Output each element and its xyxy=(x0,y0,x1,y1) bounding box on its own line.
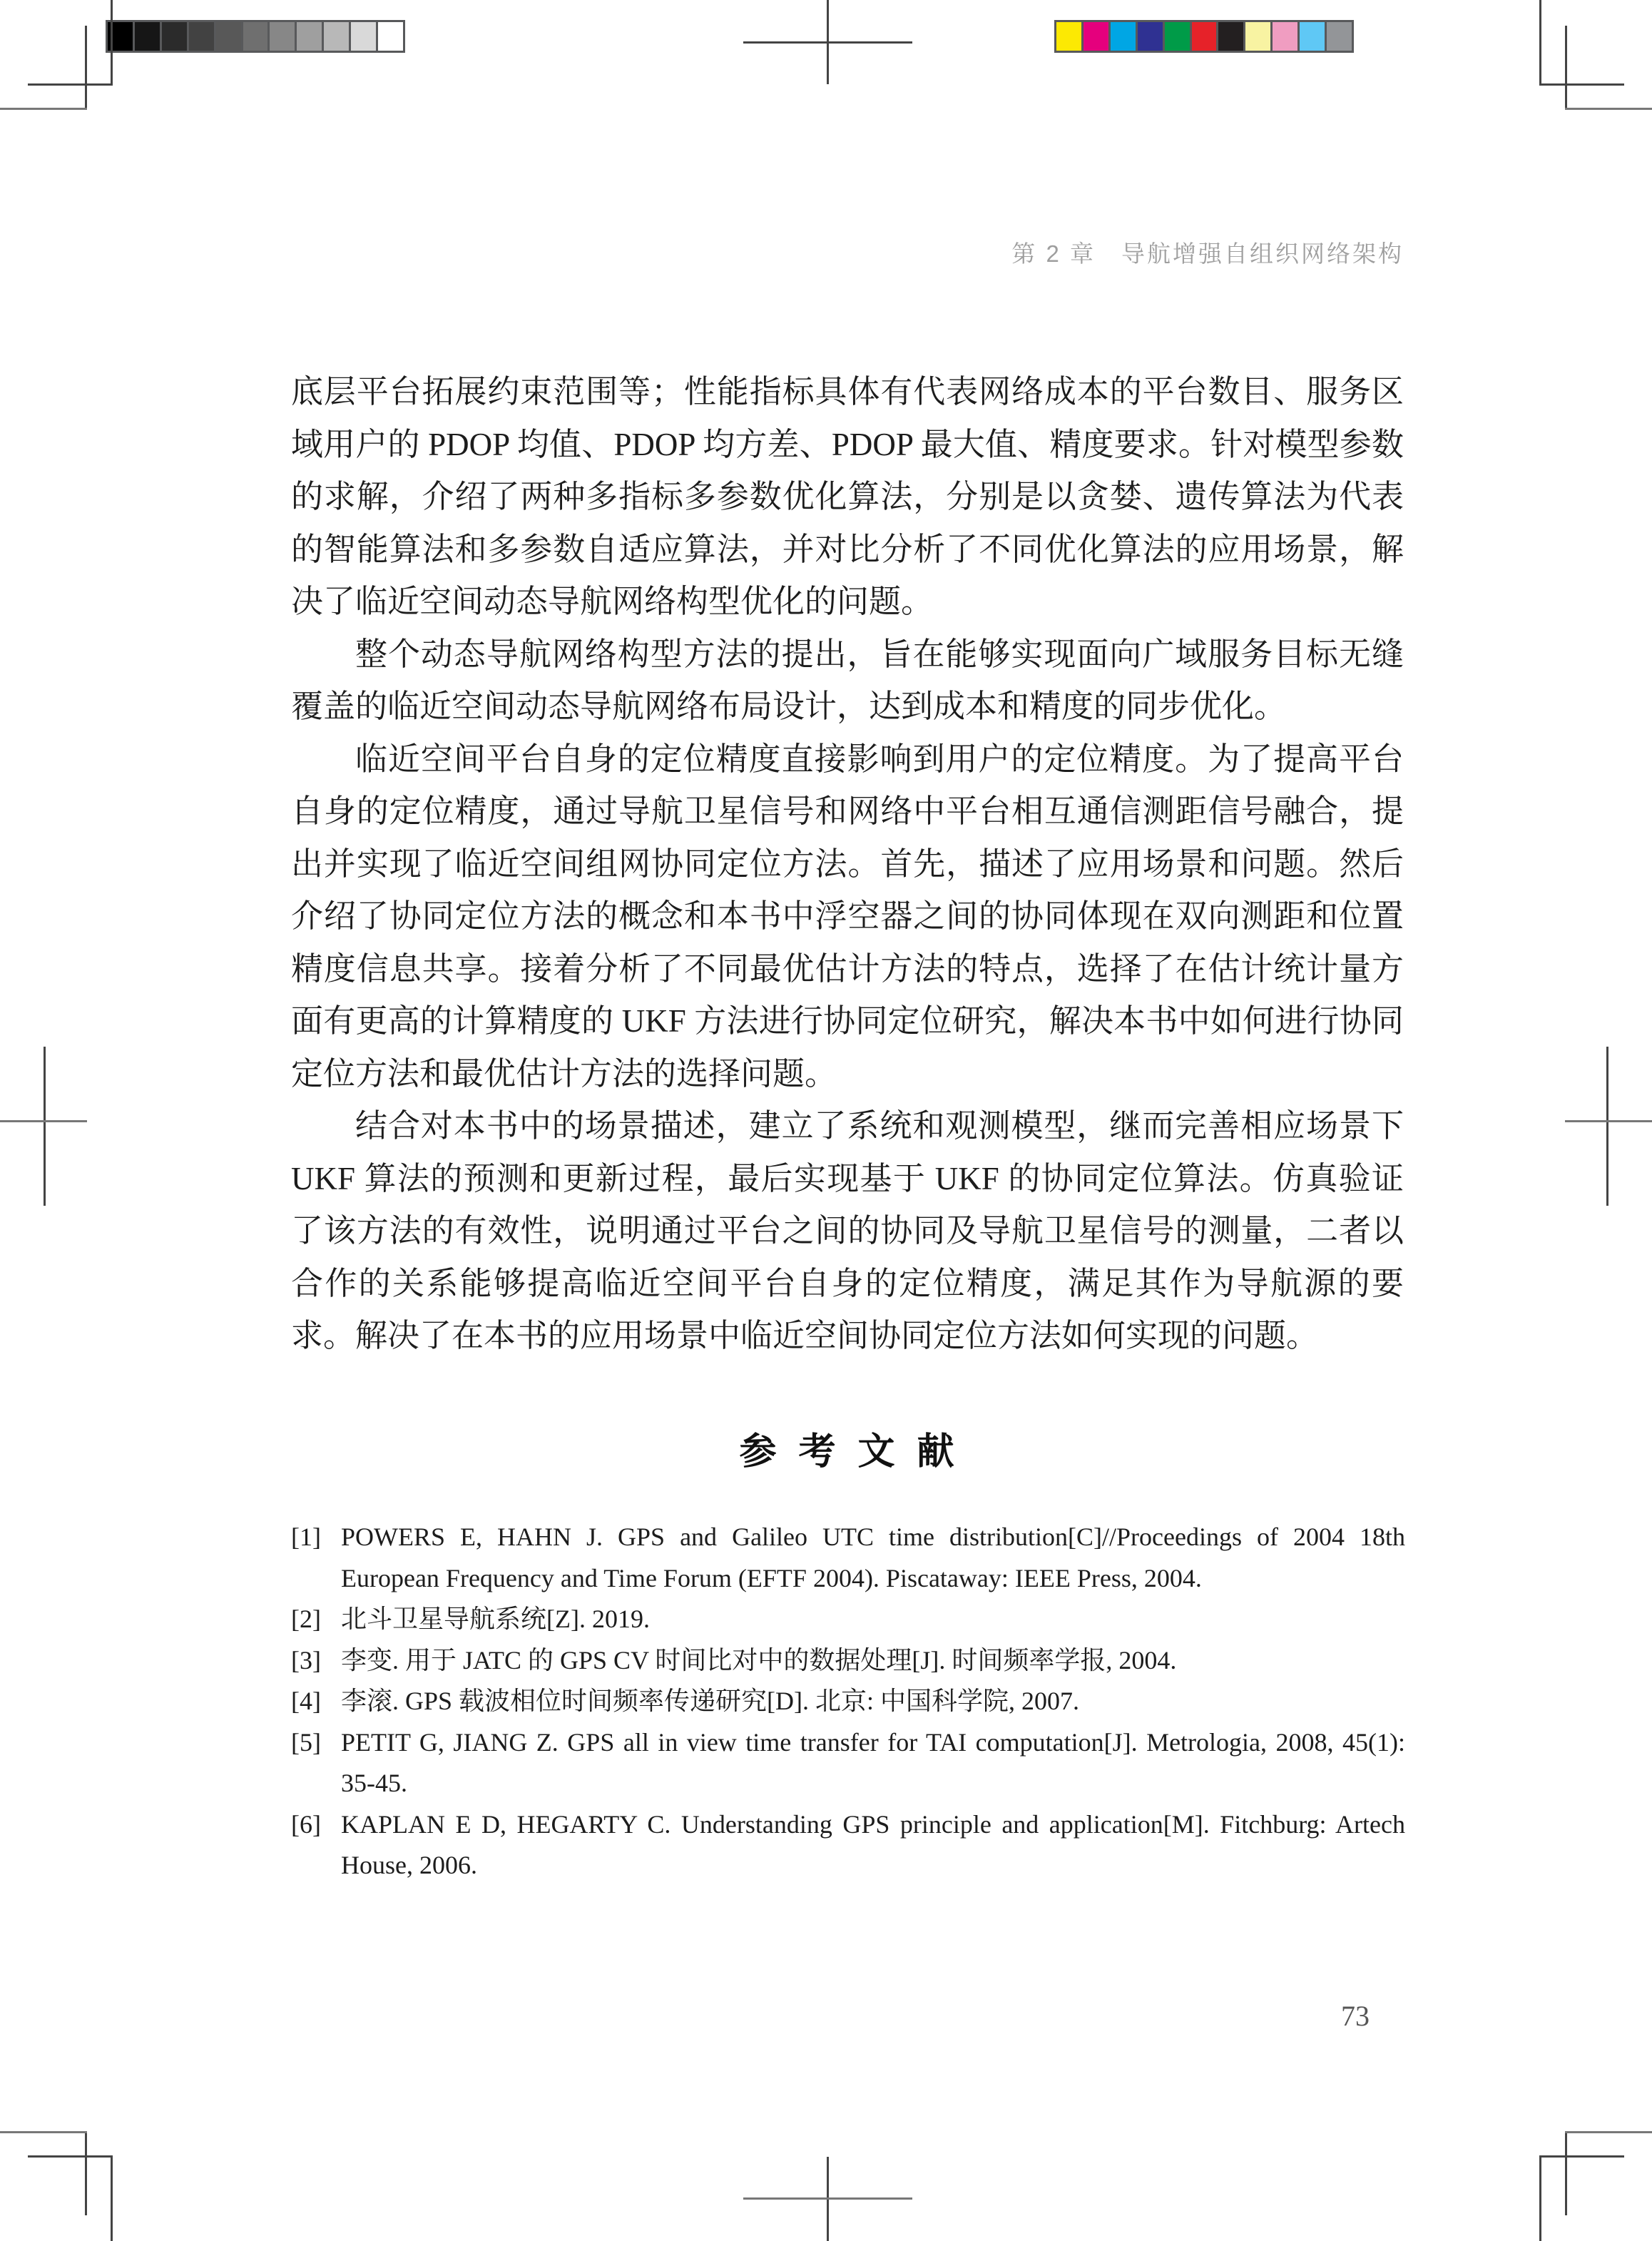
crop-mark-top-center xyxy=(743,41,912,44)
calibration-swatch xyxy=(1138,22,1163,51)
calibration-swatch xyxy=(1084,22,1108,51)
crop-mark-bottom-left xyxy=(85,2131,87,2215)
crop-mark-top-right xyxy=(1565,26,1567,110)
calibration-swatch xyxy=(324,22,349,51)
calibration-swatch xyxy=(1218,22,1243,51)
body-text xyxy=(291,366,1404,1363)
crop-mark-bottom-left xyxy=(111,2155,113,2241)
reference-label: [5] xyxy=(291,1727,321,1757)
page-number: 73 xyxy=(1341,2000,1370,2032)
crop-mark-bottom-left xyxy=(28,2155,112,2158)
crop-mark-top-right xyxy=(1540,83,1624,86)
calibration-swatch xyxy=(297,22,322,51)
reference-text: KAPLAN E D, HEGARTY C. Understanding GPS principle and application[M]. Fitchburg: Artech House, 2006. xyxy=(341,1809,1405,1879)
crop-mark-bottom-right xyxy=(1565,2131,1652,2133)
crop-mark-top-right xyxy=(1565,108,1652,110)
references-list xyxy=(291,1517,1405,1886)
calibration-swatch xyxy=(162,22,187,51)
calibration-swatch xyxy=(135,22,160,51)
calibration-swatch xyxy=(1192,22,1217,51)
calibration-swatch xyxy=(351,22,376,51)
reference-label: [4] xyxy=(291,1687,321,1715)
calibration-swatch xyxy=(243,22,268,51)
running-head: 第 2 章 导航增强自组织网络架构 xyxy=(1011,240,1404,267)
reference-label: [2] xyxy=(291,1605,321,1633)
references-heading: 参 考 文 献 xyxy=(739,1432,956,1473)
reference-text: PETIT G, JIANG Z. GPS all in view time transfer for TAI computation[J]. Metrologia, 2008, 45(1): 35-45. xyxy=(341,1727,1405,1797)
reference-text: POWERS E, HAHN J. GPS and Galileo UTC time distribution[C]//Proceedings of 2004 18th European Frequency and Time Forum (EFTF 2004). Piscataway: IEEE Press, 2004. xyxy=(341,1523,1405,1592)
calibration-swatch xyxy=(216,22,241,51)
crop-mark-bottom-left xyxy=(0,2131,87,2133)
crop-mark-left-middle xyxy=(0,1120,87,1122)
calibration-swatch xyxy=(1300,22,1325,51)
reference-label: [3] xyxy=(291,1645,321,1675)
crop-mark-top-right xyxy=(1539,0,1541,86)
calibration-swatch xyxy=(1165,22,1190,51)
reference-label: [6] xyxy=(291,1809,321,1839)
crop-mark-top-left xyxy=(28,83,112,86)
crop-mark-top-left xyxy=(111,0,113,86)
calibration-swatch xyxy=(378,22,403,51)
calibration-swatch xyxy=(1273,22,1297,51)
crop-mark-right-middle xyxy=(1565,1120,1652,1122)
crop-mark-top-left xyxy=(85,26,87,110)
crop-mark-bottom-center xyxy=(743,2197,912,2200)
calibration-swatch xyxy=(1111,22,1136,51)
calibration-swatch xyxy=(1056,22,1081,51)
color-calibration-bar xyxy=(1054,20,1354,53)
paragraph: 整个动态导航网络构型方法的提出，旨在能够实现面向广域服务目标无缝覆盖的临近空间动态导航网络布局设计，达到成本和精度的同步优化。 xyxy=(291,636,1404,724)
crop-mark-right-middle xyxy=(1606,1047,1608,1206)
calibration-swatch xyxy=(1327,22,1352,51)
crop-mark-top-left xyxy=(0,108,87,110)
reference-item xyxy=(291,1517,1405,1599)
reference-text: 李变. 用于 JATC 的 GPS CV 时间比对中的数据处理[J]. 时间频率学报, 2004. xyxy=(341,1645,1177,1675)
reference-text: 李滚. GPS 载波相位时间频率传递研究[D]. 北京: 中国科学院, 2007. xyxy=(341,1687,1080,1715)
paragraph: 结合对本书中的场景描述，建立了系统和观测模型，继而完善相应场景下 UKF 算法的预测和更新过程，最后实现基于 UKF 的协同定位算法。仿真验证了该方法的有效性，说明通过平台之间的协同及导航卫星信号的测量，二者以合作的关系能够提高临近空间平台自身的定位精度，满足其作为导航源的要求。解决了在本书的应用场景中临近空间协同定位方法如何实现的问题。 xyxy=(291,1108,1404,1353)
paragraph: 临近空间平台自身的定位精度直接影响到用户的定位精度。为了提高平台自身的定位精度，通过导航卫星信号和网络中平台相互通信测距信号融合，提出并实现了临近空间组网协同定位方法。首先，描述了应用场景和问题。然后介绍了协同定位方法的概念和本书中浮空器之间的协同体现在双向测距和位置精度信息共享。接着分析了不同最优估计方法的特点，选择了在估计统计量方面有更高的计算精度的 UKF 方法进行协同定位研究，解决本书中如何进行协同定位方法和最优估计方法的选择问题。 xyxy=(291,741,1404,1092)
calibration-swatch xyxy=(270,22,295,51)
paragraph: 底层平台拓展约束范围等；性能指标具体有代表网络成本的平台数目、服务区域用户的 PDOP 均值、PDOP 均方差、PDOP 最大值、精度要求。针对模型参数的求解，介绍了两种多指标多参数优化算法，分别是以贪婪、遗传算法为代表的智能算法和多参数自适应算法，并对比分析了不同优化算法的应用场景，解决了临近空间动态导航网络构型优化的问题。 xyxy=(291,374,1404,619)
calibration-swatch xyxy=(189,22,214,51)
crop-mark-bottom-right xyxy=(1565,2131,1567,2215)
reference-item xyxy=(291,1804,1405,1886)
reference-item xyxy=(291,1681,1405,1722)
crop-mark-bottom-right xyxy=(1540,2155,1624,2158)
reference-item xyxy=(291,1722,1405,1804)
crop-mark-bottom-right xyxy=(1539,2155,1541,2241)
reference-text: 北斗卫星导航系统[Z]. 2019. xyxy=(341,1605,650,1633)
crop-mark-left-middle xyxy=(44,1047,46,1206)
calibration-swatch xyxy=(1245,22,1270,51)
reference-item xyxy=(291,1599,1405,1640)
grayscale-calibration-bar xyxy=(106,20,405,53)
reference-item xyxy=(291,1640,1405,1682)
reference-label: [1] xyxy=(291,1523,321,1551)
